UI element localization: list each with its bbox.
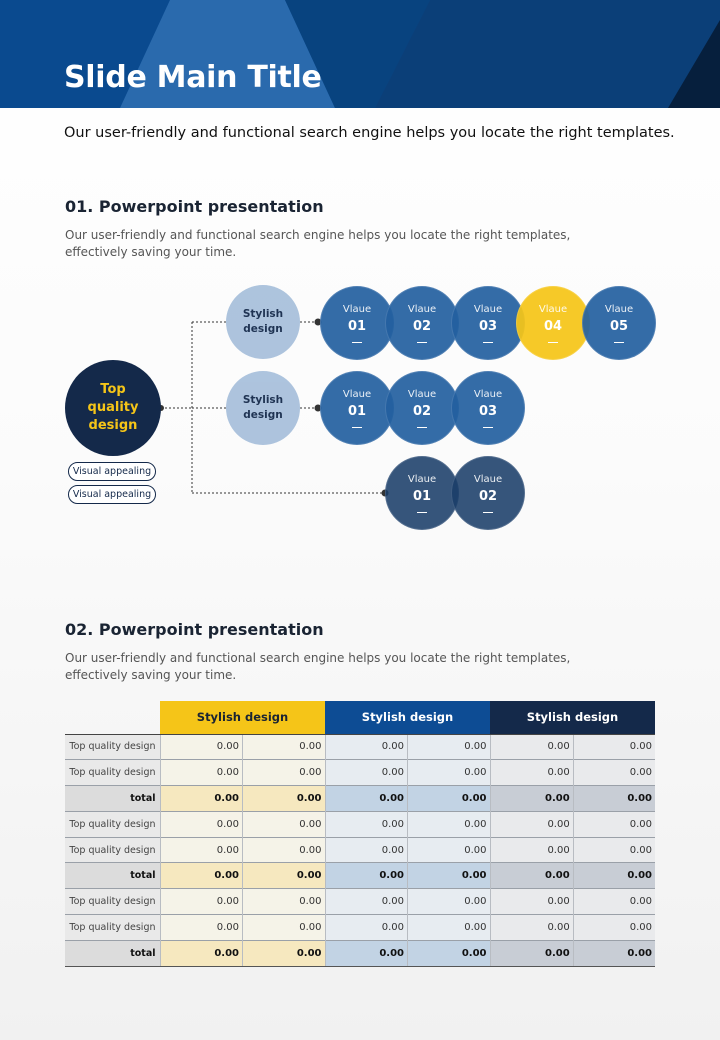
value-circle-r2-2 (385, 371, 459, 445)
table-header-col1: Stylish design (160, 701, 325, 734)
value-number: 05 (609, 318, 629, 334)
row-label: total (65, 940, 160, 966)
value-number: 03 (478, 403, 498, 419)
table-cell: 0.00 (573, 889, 655, 915)
table-header-col3: Stylish design (490, 701, 655, 734)
value-circle-r2-1 (320, 371, 394, 445)
row-label: Top quality design (65, 837, 160, 863)
value-circle-r1-3 (451, 286, 525, 360)
value-dash (548, 342, 558, 343)
table-cell: 0.00 (408, 863, 491, 889)
row-label: Top quality design (65, 734, 160, 760)
table-cell: 0.00 (325, 811, 408, 837)
table-cell: 0.00 (325, 940, 408, 966)
value-dash (417, 427, 427, 428)
value-label: Vlaue (407, 473, 437, 485)
value-dash (483, 512, 493, 513)
row-label: Top quality design (65, 915, 160, 941)
table-cell: 0.00 (490, 863, 573, 889)
value-label: Vlaue (342, 388, 372, 400)
hub-label-line2: quality (87, 400, 139, 415)
table-header-empty (65, 701, 160, 734)
table-cell: 0.00 (160, 760, 243, 786)
section2-desc-line1: Our user-friendly and functional search engine helps you locate the right templates, (65, 651, 571, 665)
table-cell: 0.00 (408, 734, 491, 760)
table-cell: 0.00 (160, 915, 243, 941)
table-row (65, 889, 655, 915)
table-cell: 0.00 (490, 889, 573, 915)
table-cell: 0.00 (243, 811, 326, 837)
section2-description (65, 650, 585, 684)
table-header-col2: Stylish design (325, 701, 490, 734)
stylish-label-line2: design (243, 409, 283, 421)
table-row (65, 915, 655, 941)
table-total-row (65, 940, 655, 966)
table-total-row (65, 786, 655, 812)
row-label: Top quality design (65, 760, 160, 786)
table-cell: 0.00 (573, 811, 655, 837)
value-dash (483, 427, 493, 428)
table-cell: 0.00 (490, 915, 573, 941)
value-label: Vlaue (342, 303, 372, 315)
value-circle-r1-4-highlight (516, 286, 590, 360)
slide-title: Slide Main Title (64, 60, 322, 95)
value-dash (417, 342, 427, 343)
section2-title: 02. Powerpoint presentation (65, 620, 324, 639)
value-number: 01 (347, 318, 367, 334)
table-cell: 0.00 (325, 889, 408, 915)
table-cell: 0.00 (490, 760, 573, 786)
row-label: total (65, 863, 160, 889)
data-table (65, 701, 655, 967)
value-number: 04 (543, 318, 563, 334)
table-cell: 0.00 (573, 837, 655, 863)
table-cell: 0.00 (325, 760, 408, 786)
table-cell: 0.00 (408, 889, 491, 915)
pill-visual-appealing-2: Visual appealing (68, 485, 156, 504)
table-cell: 0.00 (160, 940, 243, 966)
table-cell: 0.00 (325, 863, 408, 889)
table-cell: 0.00 (408, 915, 491, 941)
value-circle-r1-5 (582, 286, 656, 360)
table-cell: 0.00 (243, 786, 326, 812)
value-label: Vlaue (473, 473, 503, 485)
table-cell: 0.00 (325, 734, 408, 760)
table-cell: 0.00 (160, 889, 243, 915)
value-circle-r1-1 (320, 286, 394, 360)
table-cell: 0.00 (243, 734, 326, 760)
table-cell: 0.00 (408, 940, 491, 966)
table-cell: 0.00 (243, 837, 326, 863)
table-cell: 0.00 (573, 863, 655, 889)
table-cell: 0.00 (325, 786, 408, 812)
table-cell: 0.00 (490, 734, 573, 760)
table-cell: 0.00 (160, 734, 243, 760)
value-label: Vlaue (407, 303, 437, 315)
section1-title: 01. Powerpoint presentation (65, 197, 324, 216)
stylish-design-circle-1 (226, 285, 300, 359)
table-cell: 0.00 (243, 760, 326, 786)
value-label: Vlaue (604, 303, 634, 315)
table-cell: 0.00 (160, 786, 243, 812)
row-label: Top quality design (65, 811, 160, 837)
table-cell: 0.00 (325, 837, 408, 863)
value-label: Vlaue (473, 388, 503, 400)
table-cell: 0.00 (408, 760, 491, 786)
hub-circle (65, 360, 161, 456)
table-row (65, 760, 655, 786)
table-cell: 0.00 (490, 811, 573, 837)
table-cell: 0.00 (243, 863, 326, 889)
value-circle-r3-1 (385, 456, 459, 530)
section1-desc-line1: Our user-friendly and functional search engine helps you locate the right templates, (65, 228, 571, 242)
table-cell: 0.00 (573, 760, 655, 786)
value-number: 02 (412, 318, 432, 334)
value-circle-r2-3 (451, 371, 525, 445)
table-cell: 0.00 (243, 915, 326, 941)
value-number: 02 (478, 488, 498, 504)
intro-text: Our user-friendly and functional search engine helps you locate the right templates. (64, 125, 675, 141)
table-cell: 0.00 (243, 889, 326, 915)
table-cell: 0.00 (408, 837, 491, 863)
stylish-label-line2: design (243, 323, 283, 335)
value-circle-r3-2 (451, 456, 525, 530)
row-label: Top quality design (65, 889, 160, 915)
table-cell: 0.00 (490, 837, 573, 863)
table-cell: 0.00 (490, 940, 573, 966)
table-cell: 0.00 (160, 811, 243, 837)
table-cell: 0.00 (160, 837, 243, 863)
table-cell: 0.00 (160, 863, 243, 889)
value-label: Vlaue (407, 388, 437, 400)
value-number: 01 (347, 403, 367, 419)
value-label: Vlaue (473, 303, 503, 315)
table-cell: 0.00 (408, 811, 491, 837)
table-cell: 0.00 (573, 786, 655, 812)
hub-label-line1: Top (100, 382, 126, 397)
section1-desc-line2: effectively saving your time. (65, 245, 237, 259)
value-dash (483, 342, 493, 343)
table-cell: 0.00 (573, 734, 655, 760)
value-number: 02 (412, 403, 432, 419)
value-dash (352, 342, 362, 343)
hub-label-line3: design (88, 418, 138, 433)
value-number: 01 (412, 488, 432, 504)
value-label: Vlaue (538, 303, 568, 315)
table-cell: 0.00 (408, 786, 491, 812)
stylish-design-circle-2 (226, 371, 300, 445)
value-number: 03 (478, 318, 498, 334)
value-dash (417, 512, 427, 513)
table-body (65, 734, 655, 966)
table-cell: 0.00 (490, 786, 573, 812)
value-dash (352, 427, 362, 428)
table-cell: 0.00 (573, 915, 655, 941)
table-total-row (65, 863, 655, 889)
pill-visual-appealing-1: Visual appealing (68, 462, 156, 481)
stylish-label-line1: Stylish (242, 394, 284, 406)
table-header-row (65, 701, 655, 734)
table-row (65, 837, 655, 863)
table-row (65, 734, 655, 760)
table-cell: 0.00 (243, 940, 326, 966)
table-cell: 0.00 (325, 915, 408, 941)
table-cell: 0.00 (573, 940, 655, 966)
value-circle-r1-2 (385, 286, 459, 360)
row-label: total (65, 786, 160, 812)
table-row (65, 811, 655, 837)
value-dash (614, 342, 624, 343)
section2-desc-line2: effectively saving your time. (65, 668, 237, 682)
stylish-label-line1: Stylish (242, 308, 284, 320)
